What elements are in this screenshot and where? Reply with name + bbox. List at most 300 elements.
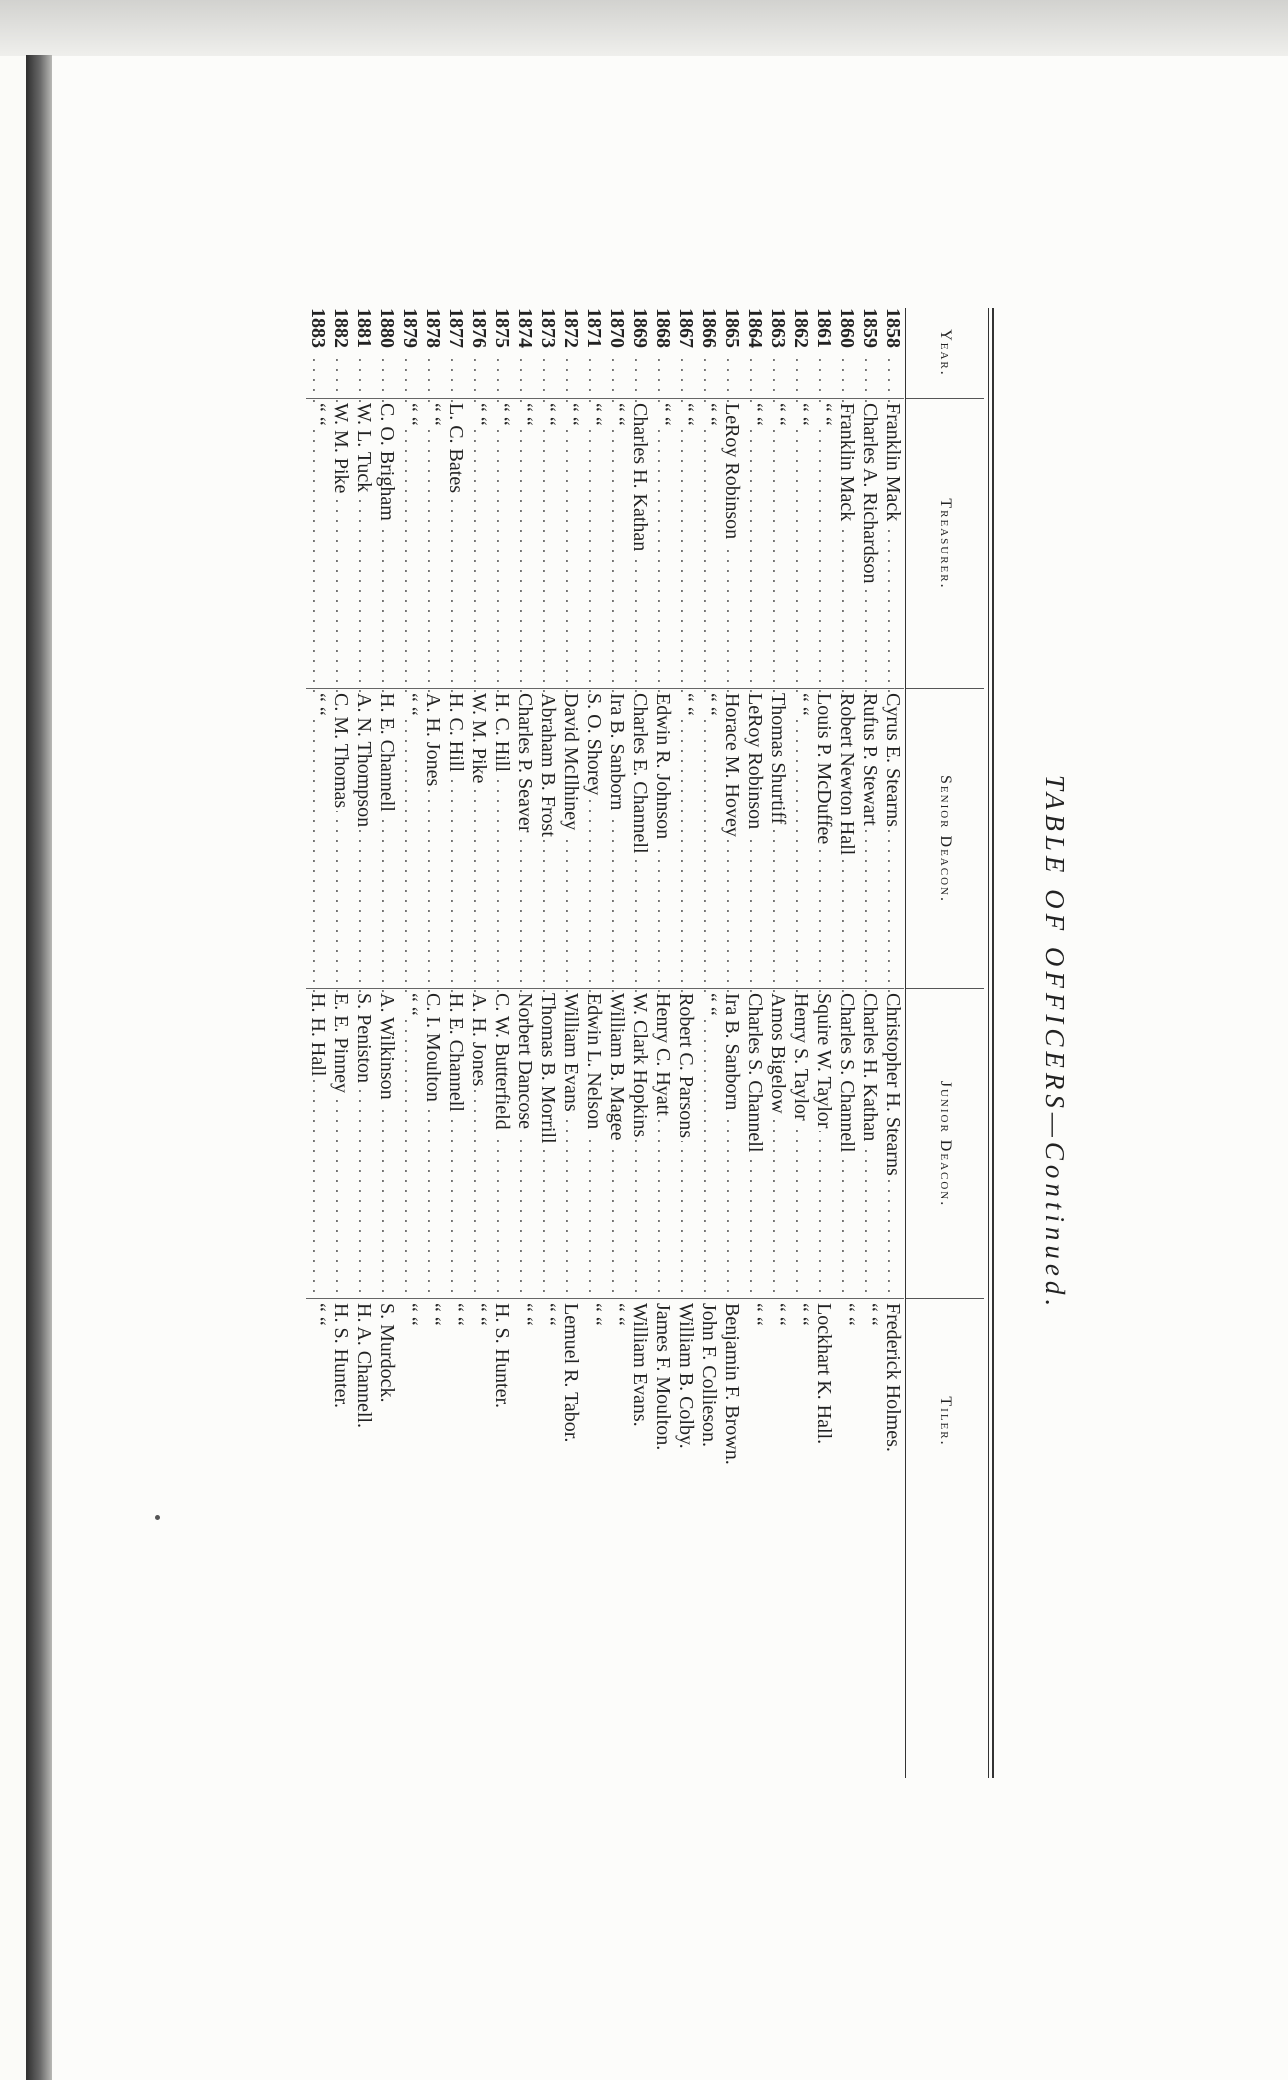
cell-year-text: 1876 [468, 308, 490, 351]
cell-treasurer [628, 398, 651, 688]
cell-treasurer [743, 398, 766, 688]
cell-senior-deacon [743, 688, 766, 988]
cell-junior-deacon [697, 988, 720, 1298]
cell-junior-deacon-text: Charles H. Kathan [859, 993, 881, 1144]
cell-year-text: 1874 [514, 308, 536, 351]
cell-year [559, 308, 582, 398]
cell-treasurer-text: LeRoy Robinson [721, 403, 743, 542]
cell-senior-deacon [467, 688, 490, 988]
cell-tiler-text: Lockhart K. Hall. [813, 1303, 835, 1447]
cell-tiler [605, 1298, 628, 1543]
cell-treasurer-text: Charles H. Kathan [629, 403, 651, 554]
cell-treasurer [306, 398, 329, 688]
cell-tiler [651, 1298, 674, 1543]
top-shadow [0, 0, 1288, 56]
header-year: Year. [937, 329, 954, 377]
cell-treasurer [720, 398, 743, 688]
cell-treasurer [674, 398, 697, 688]
cell-senior-deacon [513, 688, 536, 988]
header-junior-deacon: Junior Deacon. [906, 988, 984, 1299]
cell-junior-deacon-text: “ “ [399, 993, 421, 1019]
cell-year-text: 1862 [790, 308, 812, 351]
cell-junior-deacon-text: A. H. Jones [468, 993, 490, 1089]
cell-treasurer [858, 398, 881, 688]
cell-treasurer [467, 398, 490, 688]
cell-year [789, 308, 812, 398]
cell-senior-deacon-text: “ “ [698, 693, 720, 719]
cell-junior-deacon [881, 988, 904, 1298]
cell-year [329, 308, 352, 398]
cell-year-text: 1873 [537, 308, 559, 351]
cell-senior-deacon [306, 688, 329, 988]
cell-senior-deacon-text: Edwin R. Johnson [652, 693, 674, 842]
cell-treasurer [881, 398, 904, 688]
cell-senior-deacon [812, 688, 835, 988]
cell-year-text: 1882 [330, 308, 352, 351]
cell-tiler [375, 1298, 398, 1543]
cell-tiler [628, 1298, 651, 1543]
cell-junior-deacon-text: Robert C. Parsons [675, 993, 697, 1141]
cell-senior-deacon [352, 688, 375, 988]
cell-year-text: 1869 [629, 308, 651, 351]
cell-senior-deacon [720, 688, 743, 988]
cell-treasurer-text: L. C. Bates [445, 403, 467, 496]
cell-junior-deacon [651, 988, 674, 1298]
cell-year [674, 308, 697, 398]
cell-junior-deacon-text: Christopher H. Stearns [882, 993, 904, 1179]
cell-tiler [536, 1298, 559, 1543]
cell-tiler-text: H. S. Hunter. [491, 1303, 513, 1411]
officers-table [250, 308, 1080, 1778]
cell-senior-deacon-text: Thomas Shurtiff [767, 693, 789, 827]
table-row [720, 308, 743, 1778]
cell-year [490, 308, 513, 398]
cell-tiler [329, 1298, 352, 1543]
cell-treasurer-text: “ “ [698, 403, 720, 429]
table-row [352, 308, 375, 1778]
cell-tiler-text: James F. Moulton. [652, 1303, 674, 1453]
table-row [651, 308, 674, 1778]
cell-treasurer [444, 398, 467, 688]
cell-senior-deacon-text: A. H. Jones [422, 693, 444, 789]
cell-junior-deacon-text: A. Wilkinson [376, 993, 398, 1103]
cell-treasurer-text: “ “ [514, 403, 536, 429]
cell-tiler [490, 1298, 513, 1543]
cell-tiler-text: “ “ [836, 1303, 858, 1329]
cell-treasurer-text: “ “ [675, 403, 697, 429]
cell-year [881, 308, 904, 398]
cell-senior-deacon [605, 688, 628, 988]
cell-year [444, 308, 467, 398]
cell-treasurer-text: “ “ [537, 403, 559, 429]
table-top-rule-thin [988, 308, 989, 1778]
cell-junior-deacon-text: William B. Magee [606, 993, 628, 1144]
cell-senior-deacon-text: Robert Newton Hall [836, 693, 858, 858]
cell-treasurer [789, 398, 812, 688]
table-row [881, 308, 904, 1778]
cell-year [306, 308, 329, 398]
cell-year [720, 308, 743, 398]
cell-tiler-text: William Evans. [629, 1303, 651, 1430]
cell-tiler-text: “ “ [744, 1303, 766, 1329]
header-treasurer: Treasurer. [906, 398, 984, 689]
cell-senior-deacon [421, 688, 444, 988]
cell-senior-deacon-text: Ira B. Sanborn [606, 693, 628, 813]
table-row [766, 308, 789, 1778]
cell-year-text: 1867 [675, 308, 697, 351]
table-row [559, 308, 582, 1778]
cell-senior-deacon-text: Charles P. Seaver [514, 693, 536, 835]
cell-year [582, 308, 605, 398]
cell-year-text: 1866 [698, 308, 720, 351]
table-row [628, 308, 651, 1778]
cell-tiler [306, 1298, 329, 1543]
cell-junior-deacon [605, 988, 628, 1298]
cell-senior-deacon [697, 688, 720, 988]
cell-year [467, 308, 490, 398]
cell-year-text: 1863 [767, 308, 789, 351]
cell-year-text: 1861 [813, 308, 835, 351]
cell-senior-deacon-text: S. O. Shorey [583, 693, 605, 798]
cell-tiler-text: Lemuel R. Tabor. [560, 1303, 582, 1445]
cell-year-text: 1864 [744, 308, 766, 351]
table-row [743, 308, 766, 1778]
cell-treasurer [329, 398, 352, 688]
cell-tiler-text: H. A. Channell. [353, 1303, 375, 1431]
cell-treasurer-text: W. L. Tuck [353, 403, 375, 495]
cell-senior-deacon [766, 688, 789, 988]
cell-senior-deacon [536, 688, 559, 988]
table-row [490, 308, 513, 1778]
cell-junior-deacon-text: Edwin L. Nelson [583, 993, 605, 1132]
cell-tiler-text: “ “ [514, 1303, 536, 1329]
cell-treasurer-text: “ “ [652, 403, 674, 429]
cell-treasurer [582, 398, 605, 688]
cell-senior-deacon [559, 688, 582, 988]
table-row [789, 308, 812, 1778]
cell-year-text: 1881 [353, 308, 375, 351]
cell-junior-deacon [720, 988, 743, 1298]
cell-senior-deacon-text: LeRoy Robinson [744, 693, 766, 832]
cell-tiler-text: William B. Colby. [675, 1303, 697, 1452]
cell-tiler [881, 1298, 904, 1543]
cell-junior-deacon [812, 988, 835, 1298]
cell-year [513, 308, 536, 398]
cell-junior-deacon-text: E. E. Pinney [330, 993, 352, 1096]
cell-senior-deacon-text: David McIlhiney [560, 693, 582, 833]
cell-junior-deacon [536, 988, 559, 1298]
cell-treasurer-text: Franklin Mack [836, 403, 858, 524]
cell-senior-deacon-text: “ “ [790, 693, 812, 719]
table-body [306, 308, 904, 1778]
cell-tiler-text: “ “ [767, 1303, 789, 1329]
cell-senior-deacon [835, 688, 858, 988]
cell-senior-deacon-text: Louis P. McDuffee [813, 693, 835, 847]
cell-senior-deacon-text: A. N. Thompson [353, 693, 375, 830]
cell-junior-deacon-text: Ira B. Sanborn [721, 993, 743, 1113]
table-row [329, 308, 352, 1778]
cell-tiler-text: “ “ [537, 1303, 559, 1329]
header-senior-deacon: Senior Deacon. [906, 688, 984, 989]
cell-treasurer-text: “ “ [560, 403, 582, 429]
cell-junior-deacon [766, 988, 789, 1298]
cell-tiler [398, 1298, 421, 1543]
table-top-rule [992, 308, 994, 1778]
cell-senior-deacon-text: C. M. Thomas [330, 693, 352, 811]
cell-junior-deacon [858, 988, 881, 1298]
cell-year [352, 308, 375, 398]
cell-junior-deacon [743, 988, 766, 1298]
cell-tiler-text: “ “ [445, 1303, 467, 1329]
ink-dot [155, 1515, 160, 1520]
cell-senior-deacon [789, 688, 812, 988]
cell-treasurer-text: “ “ [583, 403, 605, 429]
cell-junior-deacon-text: Charles S. Channell [836, 993, 858, 1155]
cell-year [375, 308, 398, 398]
cell-junior-deacon [329, 988, 352, 1298]
cell-tiler-text: “ “ [859, 1303, 881, 1329]
header-tiler: Tiler. [906, 1298, 984, 1544]
cell-tiler [858, 1298, 881, 1543]
cell-year-text: 1859 [859, 308, 881, 351]
cell-junior-deacon [467, 988, 490, 1298]
cell-junior-deacon-text: S. Peniston [353, 993, 375, 1086]
cell-senior-deacon-text: “ “ [307, 693, 329, 719]
cell-junior-deacon [398, 988, 421, 1298]
cell-junior-deacon [835, 988, 858, 1298]
cell-junior-deacon [352, 988, 375, 1298]
cell-junior-deacon-text: Charles S. Channell [744, 993, 766, 1155]
cell-tiler-text: John F. Collieson. [698, 1303, 720, 1450]
cell-treasurer-text: “ “ [813, 403, 835, 429]
cell-senior-deacon-text: Rufus P. Stewart [859, 693, 881, 829]
cell-tiler-text: “ “ [790, 1303, 812, 1329]
cell-senior-deacon [375, 688, 398, 988]
cell-tiler-text: “ “ [422, 1303, 444, 1329]
table-row [835, 308, 858, 1778]
cell-junior-deacon [306, 988, 329, 1298]
cell-junior-deacon-text: W. Clark Hopkins [629, 993, 651, 1140]
cell-senior-deacon [858, 688, 881, 988]
cell-junior-deacon-text: Norbert Dancose [514, 993, 536, 1132]
cell-year-text: 1872 [560, 308, 582, 351]
table-row [306, 308, 329, 1778]
table-header-rule [905, 308, 906, 1778]
cell-treasurer-text: “ “ [399, 403, 421, 429]
cell-senior-deacon-text: H. E. Channell [376, 693, 398, 815]
cell-year-text: 1871 [583, 308, 605, 351]
table-row [444, 308, 467, 1778]
cell-tiler [674, 1298, 697, 1543]
cell-year [651, 308, 674, 398]
cell-year-text: 1858 [882, 308, 904, 351]
cell-junior-deacon-text: William Evans [560, 993, 582, 1115]
table-row [513, 308, 536, 1778]
cell-treasurer-text: “ “ [767, 403, 789, 429]
cell-year [421, 308, 444, 398]
cell-junior-deacon [490, 988, 513, 1298]
cell-senior-deacon-text: Horace M. Hovey [721, 693, 743, 840]
cell-junior-deacon-text: Henry C. Hyatt [652, 993, 674, 1119]
cell-treasurer [651, 398, 674, 688]
cell-junior-deacon [375, 988, 398, 1298]
cell-tiler [789, 1298, 812, 1543]
table-row [858, 308, 881, 1778]
cell-tiler-text: “ “ [468, 1303, 490, 1329]
cell-tiler-text: “ “ [583, 1303, 605, 1329]
cell-tiler [421, 1298, 444, 1543]
cell-treasurer-text: W. M. Pike [330, 403, 352, 496]
cell-treasurer [559, 398, 582, 688]
table-header-row [906, 308, 984, 1778]
cell-treasurer-text: “ “ [744, 403, 766, 429]
cell-year [697, 308, 720, 398]
cell-tiler [444, 1298, 467, 1543]
cell-year-text: 1879 [399, 308, 421, 351]
cell-year [605, 308, 628, 398]
cell-junior-deacon [559, 988, 582, 1298]
cell-junior-deacon [444, 988, 467, 1298]
cell-treasurer [375, 398, 398, 688]
cell-treasurer [536, 398, 559, 688]
cell-junior-deacon [674, 988, 697, 1298]
table-row [375, 308, 398, 1778]
cell-senior-deacon [651, 688, 674, 988]
cell-treasurer-text: “ “ [307, 403, 329, 429]
cell-junior-deacon [582, 988, 605, 1298]
cell-junior-deacon-text: Thomas B. Morrill [537, 993, 559, 1147]
cell-junior-deacon [421, 988, 444, 1298]
cell-tiler-text: H. S. Hunter. [330, 1303, 352, 1411]
cell-senior-deacon [444, 688, 467, 988]
cell-year [766, 308, 789, 398]
cell-senior-deacon-text: H. C. Hill [445, 693, 467, 775]
cell-treasurer [490, 398, 513, 688]
cell-treasurer-text: “ “ [790, 403, 812, 429]
cell-tiler [697, 1298, 720, 1543]
cell-treasurer [421, 398, 444, 688]
cell-junior-deacon [628, 988, 651, 1298]
cell-junior-deacon-text: Amos Bigelow [767, 993, 789, 1117]
cell-tiler-text: S. Murdock. [376, 1303, 398, 1405]
cell-treasurer [766, 398, 789, 688]
cell-year [835, 308, 858, 398]
cell-year-text: 1877 [445, 308, 467, 351]
cell-senior-deacon [881, 688, 904, 988]
cell-year [812, 308, 835, 398]
cell-tiler [720, 1298, 743, 1543]
cell-year-text: 1880 [376, 308, 398, 351]
cell-year-text: 1865 [721, 308, 743, 351]
cell-year [536, 308, 559, 398]
cell-senior-deacon-text: W. M. Pike [468, 693, 490, 786]
cell-treasurer-text: C. O. Brigham [376, 403, 398, 524]
cell-year-text: 1860 [836, 308, 858, 351]
cell-treasurer [697, 398, 720, 688]
cell-junior-deacon-text: H. E. Channell [445, 993, 467, 1115]
cell-tiler-text: “ “ [606, 1303, 628, 1329]
table-row [421, 308, 444, 1778]
cell-senior-deacon [674, 688, 697, 988]
cell-tiler-text: Benjamin F. Brown. [721, 1303, 743, 1468]
cell-year-text: 1868 [652, 308, 674, 351]
cell-junior-deacon-text: C. W. Butterfield [491, 993, 513, 1133]
cell-year [743, 308, 766, 398]
cell-treasurer-text: Charles A. Richardson [859, 403, 881, 587]
cell-treasurer [605, 398, 628, 688]
cell-junior-deacon-text: C. I. Moulton [422, 993, 444, 1105]
cell-junior-deacon [513, 988, 536, 1298]
table-row [812, 308, 835, 1778]
cell-treasurer [835, 398, 858, 688]
cell-tiler-text: Frederick Holmes. [882, 1303, 904, 1455]
cell-senior-deacon-text: “ “ [399, 693, 421, 719]
cell-senior-deacon-text: H. C. Hill [491, 693, 513, 775]
cell-treasurer-text: “ “ [468, 403, 490, 429]
cell-treasurer-text: Franklin Mack [882, 403, 904, 524]
cell-year [628, 308, 651, 398]
cell-tiler [582, 1298, 605, 1543]
cell-year [398, 308, 421, 398]
table-row [536, 308, 559, 1778]
cell-junior-deacon [789, 988, 812, 1298]
cell-treasurer [398, 398, 421, 688]
cell-tiler [352, 1298, 375, 1543]
table-title: TABLE OF OFFICERS—Continued. [1040, 774, 1070, 1312]
cell-year-text: 1870 [606, 308, 628, 351]
cell-tiler [835, 1298, 858, 1543]
cell-year-text: 1878 [422, 308, 444, 351]
cell-tiler [559, 1298, 582, 1543]
cell-tiler-text: “ “ [399, 1303, 421, 1329]
cell-year [858, 308, 881, 398]
cell-treasurer-text: “ “ [606, 403, 628, 429]
cell-tiler [812, 1298, 835, 1543]
table-row [605, 308, 628, 1778]
cell-junior-deacon-text: Henry S. Taylor [790, 993, 812, 1124]
cell-senior-deacon-text: Cyrus E. Stearns [882, 693, 904, 830]
cell-junior-deacon-text: “ “ [698, 993, 720, 1019]
cell-junior-deacon-text: H. H. Hall [307, 993, 329, 1079]
cell-tiler-text: “ “ [307, 1303, 329, 1329]
cell-year-text: 1883 [307, 308, 329, 351]
table-row [582, 308, 605, 1778]
cell-tiler [743, 1298, 766, 1543]
cell-treasurer-text: “ “ [491, 403, 513, 429]
cell-tiler [513, 1298, 536, 1543]
cell-treasurer [513, 398, 536, 688]
cell-senior-deacon [490, 688, 513, 988]
cell-senior-deacon-text: Abraham B. Frost [537, 693, 559, 840]
table-row [467, 308, 490, 1778]
cell-tiler [467, 1298, 490, 1543]
cell-senior-deacon [329, 688, 352, 988]
cell-senior-deacon-text: Charles E. Channell [629, 693, 651, 857]
cell-senior-deacon [582, 688, 605, 988]
cell-senior-deacon [628, 688, 651, 988]
table-row [398, 308, 421, 1778]
cell-treasurer [812, 398, 835, 688]
cell-tiler [766, 1298, 789, 1543]
cell-senior-deacon [398, 688, 421, 988]
cell-junior-deacon-text: Squire W. Taylor [813, 993, 835, 1131]
cell-treasurer [352, 398, 375, 688]
book-binding-edge [26, 55, 52, 2080]
table-row [697, 308, 720, 1778]
cell-treasurer-text: “ “ [422, 403, 444, 429]
table-row [674, 308, 697, 1778]
cell-senior-deacon-text: “ “ [675, 693, 697, 719]
